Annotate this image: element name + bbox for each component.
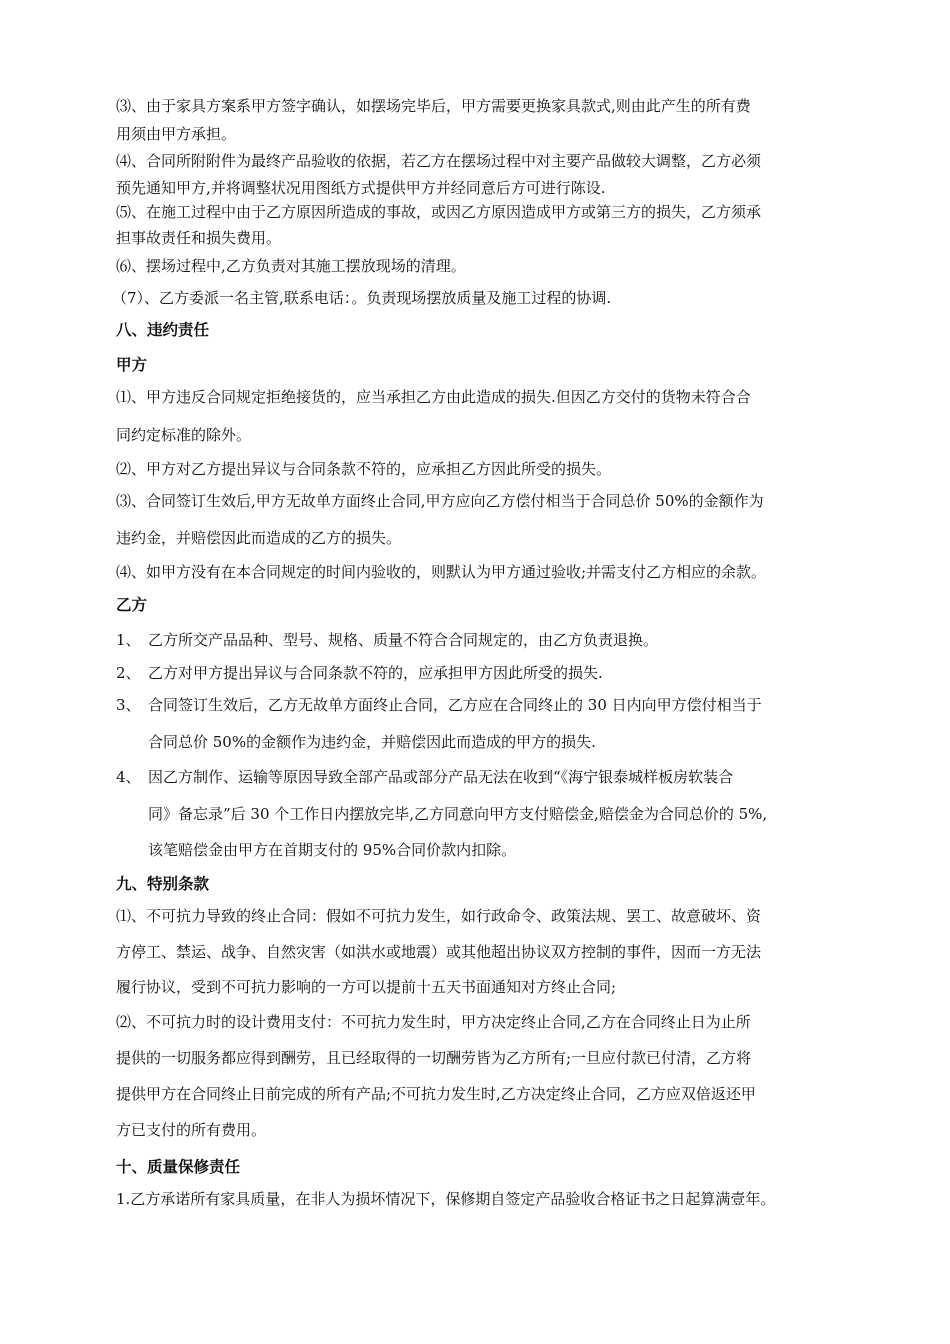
section-8-title: 八、违约责任 <box>116 321 210 339</box>
clause-8b-4-number: 4、 <box>116 768 141 786</box>
section-10-title: 十、质量保修责任 <box>116 1158 241 1176</box>
clause-8a-3-line-1: ⑶、合同签订生效后,甲方无故单方面终止合同,甲方应向乙方偿付相当于合同总价 50%的金额作为 <box>116 492 764 510</box>
clause-7-4-line-2: 预先通知甲方,并将调整状况用图纸方式提供甲方并经同意后方可进行陈设. <box>116 179 606 197</box>
clause-8b-4-line-1: 因乙方制作、运输等原因导致全部产品或部分产品无法在收到“《海宁银泰城样板房软装合 <box>148 768 734 786</box>
clause-8b-2: 乙方对甲方提出异议与合同条款不符的，应承担甲方因此所受的损失. <box>148 664 603 682</box>
section-9-title: 九、特别条款 <box>116 875 210 893</box>
clause-9-2-line-4: 方已支付的所有费用。 <box>116 1121 267 1139</box>
clause-7-5-line-2: 担事故责任和损失费用。 <box>116 229 282 247</box>
clause-7-4-line-1: ⑷、合同所附附件为最终产品验收的依据，若乙方在摆场过程中对主要产品做较大调整，乙方必须 <box>116 152 762 170</box>
clause-8a-1-line-2: 同约定标准的除外。 <box>116 426 252 444</box>
party-b-title: 乙方 <box>116 596 148 614</box>
clause-8b-4-line-2: 同》备忘录”后 30 个工作日内摆放完毕,乙方同意向甲方支付赔偿金,赔偿金为合同总价的 5%, <box>148 805 768 823</box>
clause-10-1: 1.乙方承诺所有家具质量，在非人为损坏情况下，保修期自签定产品验收合格证书之日起算满壹年。 <box>116 1190 776 1208</box>
clause-8b-4-line-3: 该笔赔偿金由甲方在首期支付的 95%合同价款内扣除。 <box>148 841 517 859</box>
clause-8b-1-number: 1、 <box>116 631 141 649</box>
clause-9-2-line-2: 提供的一切服务都应得到酬劳，且已经取得的一切酬劳皆为乙方所有;一旦应付款已付清，乙方将 <box>116 1049 752 1067</box>
clause-8b-2-number: 2、 <box>116 664 141 682</box>
clause-7-7: （7）、乙方委派一名主管,联系电话：。负责现场摆放质量及施工过程的协调. <box>112 289 612 307</box>
clause-7-3-line-1: ⑶、由于家具方案系甲方签字确认，如摆场完毕后，甲方需要更换家具款式,则由此产生的所有费 <box>116 97 751 115</box>
clause-8b-3-line-2: 合同总价 50%的金额作为违约金，并赔偿因此而造成的甲方的损失. <box>148 733 596 751</box>
clause-9-2-line-1: ⑵、不可抗力时的设计费用支付：不可抗力发生时，甲方决定终止合同,乙方在合同终止日为止所 <box>116 1013 751 1031</box>
clause-8b-3-line-1: 合同签订生效后，乙方无故单方面终止合同，乙方应在合同终止的 30 日内向甲方偿付相当于 <box>148 696 762 714</box>
clause-9-1-line-2: 方停工、禁运、战争、自然灾害（如洪水或地震）或其他超出协议双方控制的事件，因而一方无法 <box>116 943 762 961</box>
clause-9-2-line-3: 提供甲方在合同终止日前完成的所有产品;不可抗力发生时,乙方决定终止合同，乙方应双倍返还甲 <box>116 1085 756 1103</box>
clause-8a-1-line-1: ⑴、甲方违反合同规定拒绝接货的，应当承担乙方由此造成的损失.但因乙方交付的货物未符合合 <box>116 388 751 406</box>
clause-7-6: ⑹、摆场过程中,乙方负责对其施工摆放现场的清理。 <box>116 257 466 275</box>
clause-9-1-line-3: 履行协议，受到不可抗力影响的一方可以提前十五天书面通知对方终止合同; <box>116 978 617 996</box>
clause-8a-4: ⑷、如甲方没有在本合同规定的时间内验收的，则默认为甲方通过验收;并需支付乙方相应的余款。 <box>116 563 767 581</box>
clause-9-1-line-1: ⑴、不可抗力导致的终止合同：假如不可抗力发生，如行政命令、政策法规、罢工、故意破坏、资 <box>116 907 762 925</box>
clause-8a-3-line-2: 违约金，并赔偿因此而造成的乙方的损失。 <box>116 529 402 547</box>
clause-7-3-line-2: 用须由甲方承担。 <box>116 125 237 143</box>
clause-8a-2: ⑵、甲方对乙方提出异议与合同条款不符的，应承担乙方因此所受的损失。 <box>116 460 612 478</box>
clause-7-5-line-1: ⑸、在施工过程中由于乙方原因所造成的事故，或因乙方原因造成甲方或第三方的损失，乙方须承 <box>116 203 762 221</box>
party-a-title: 甲方 <box>116 356 148 374</box>
clause-8b-3-number: 3、 <box>116 696 141 714</box>
clause-8b-1: 乙方所交产品品种、型号、规格、质量不符合合同规定的，由乙方负责退换。 <box>148 631 659 649</box>
